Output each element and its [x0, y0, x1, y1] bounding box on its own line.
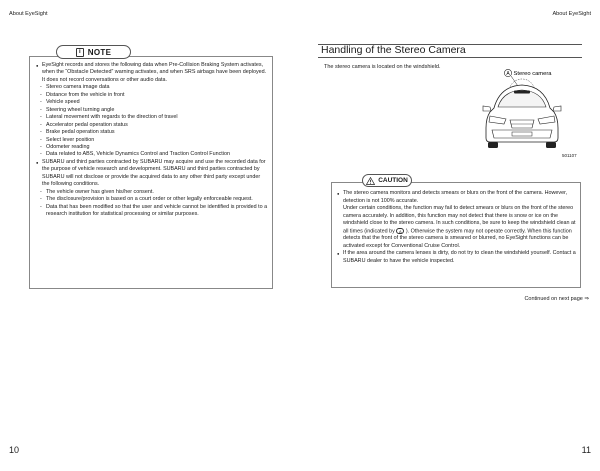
left-wheel: [488, 142, 498, 148]
caution-label: CAUTION: [378, 177, 408, 184]
caution-bullet-1-p2b: ). Otherwise the system may not operate correctly. When this function detects that the front of the stereo camera is smeared or blurred, no EyeSight functions can be activated except for Conventional Cruise Control.: [343, 227, 572, 249]
note-item: - Accelerator pedal operation status: [36, 122, 268, 129]
page-number-left: 10: [9, 445, 20, 455]
note-item: - Distance from the vehicle in front: [36, 92, 268, 99]
note-item: - The vehicle owner has given his/her consent.: [36, 189, 268, 196]
warning-triangle-icon: [366, 177, 375, 185]
left-mirror: [483, 106, 491, 111]
section-intro: The stereo camera is located on the windshield.: [324, 64, 441, 70]
note-item: - Data related to ABS, Vehicle Dynamics Control and Traction Control Function: [36, 151, 268, 158]
info-note-icon: i: [76, 48, 84, 57]
note-badge: [56, 45, 131, 59]
figure-id: 501107: [562, 153, 577, 158]
right-wheel: [546, 142, 556, 148]
continued-note: Continued on next page ⇒: [524, 296, 589, 302]
note-bullet-1: ● EyeSight records and stores the following data when Pre-Collision Braking System activates, when the “Obstacle Detected” warning activates, and when SRS airbags have been deployed. It does not record conversations or other audio data.: [36, 62, 268, 84]
stereo-camera-unit: [514, 91, 530, 94]
note-item: - Stereo camera image data: [36, 84, 268, 91]
note-item: - Lateral movement with regards to the direction of travel: [36, 114, 268, 121]
section-title-bar: [318, 44, 582, 58]
note-label: NOTE: [87, 47, 112, 57]
note-item: - Odometer reading: [36, 144, 268, 151]
running-header-right: About EyeSight: [552, 11, 591, 17]
figure-marker-letter: A: [506, 71, 510, 77]
note-content: [36, 62, 268, 219]
right-mirror: [553, 106, 561, 111]
note-item: - Steering wheel turning angle: [36, 107, 268, 114]
caution-bullet-1-p2a: Under certain conditions, the function may fail to detect smears or blurs on the front of the stereo camera accurately. In addition, this function may not detect that there is snow or ice on the windshield close to the stereo camera. In such conditions, be sure to keep the windshield clean at all times (indicated by: [343, 205, 576, 234]
figure-label: Stereo camera: [513, 71, 552, 77]
car-front-illustration: [478, 66, 588, 158]
caution-content: [337, 190, 577, 265]
license-plate: [512, 132, 532, 136]
caution-bullet-2: ● If the area around the camera lenses is dirty, do not try to clean the windshield yourself. Contact a SUBARU dealer to have the vehicle inspected.: [337, 250, 577, 265]
note-bullet-2: ● SUBARU and third parties contracted by SUBARU may acquire and use the recorded data for the purpose of vehicle research and development. SUBARU and third parties contracted by SUBARU will not disclose or provide the acquired data to any other third party except under the following conditions.: [36, 159, 268, 189]
windshield-area-icon: A: [396, 228, 404, 234]
note-item: - Brake pedal operation status: [36, 129, 268, 136]
caution-bullet-1: [337, 190, 577, 250]
note-item: - Select lever position: [36, 137, 268, 144]
note-item: - Vehicle speed: [36, 99, 268, 106]
caution-badge: [362, 174, 412, 187]
running-header-left: About EyeSight: [9, 11, 48, 17]
caution-bullet-1-p1: The stereo camera monitors and detects smears or blurs on the front of the camera. However, detection is not 100% accurate.: [343, 190, 568, 204]
note-item: - Data that has been modified so that the user and vehicle cannot be identified is provided to a research institution for statistical processing or similar purposes.: [36, 204, 268, 219]
note-item: - The disclosure/provision is based on a court order or other legally enforceable request.: [36, 196, 268, 203]
page-number-right: 11: [581, 445, 591, 455]
section-title: Handling of the Stereo Camera: [321, 44, 466, 56]
